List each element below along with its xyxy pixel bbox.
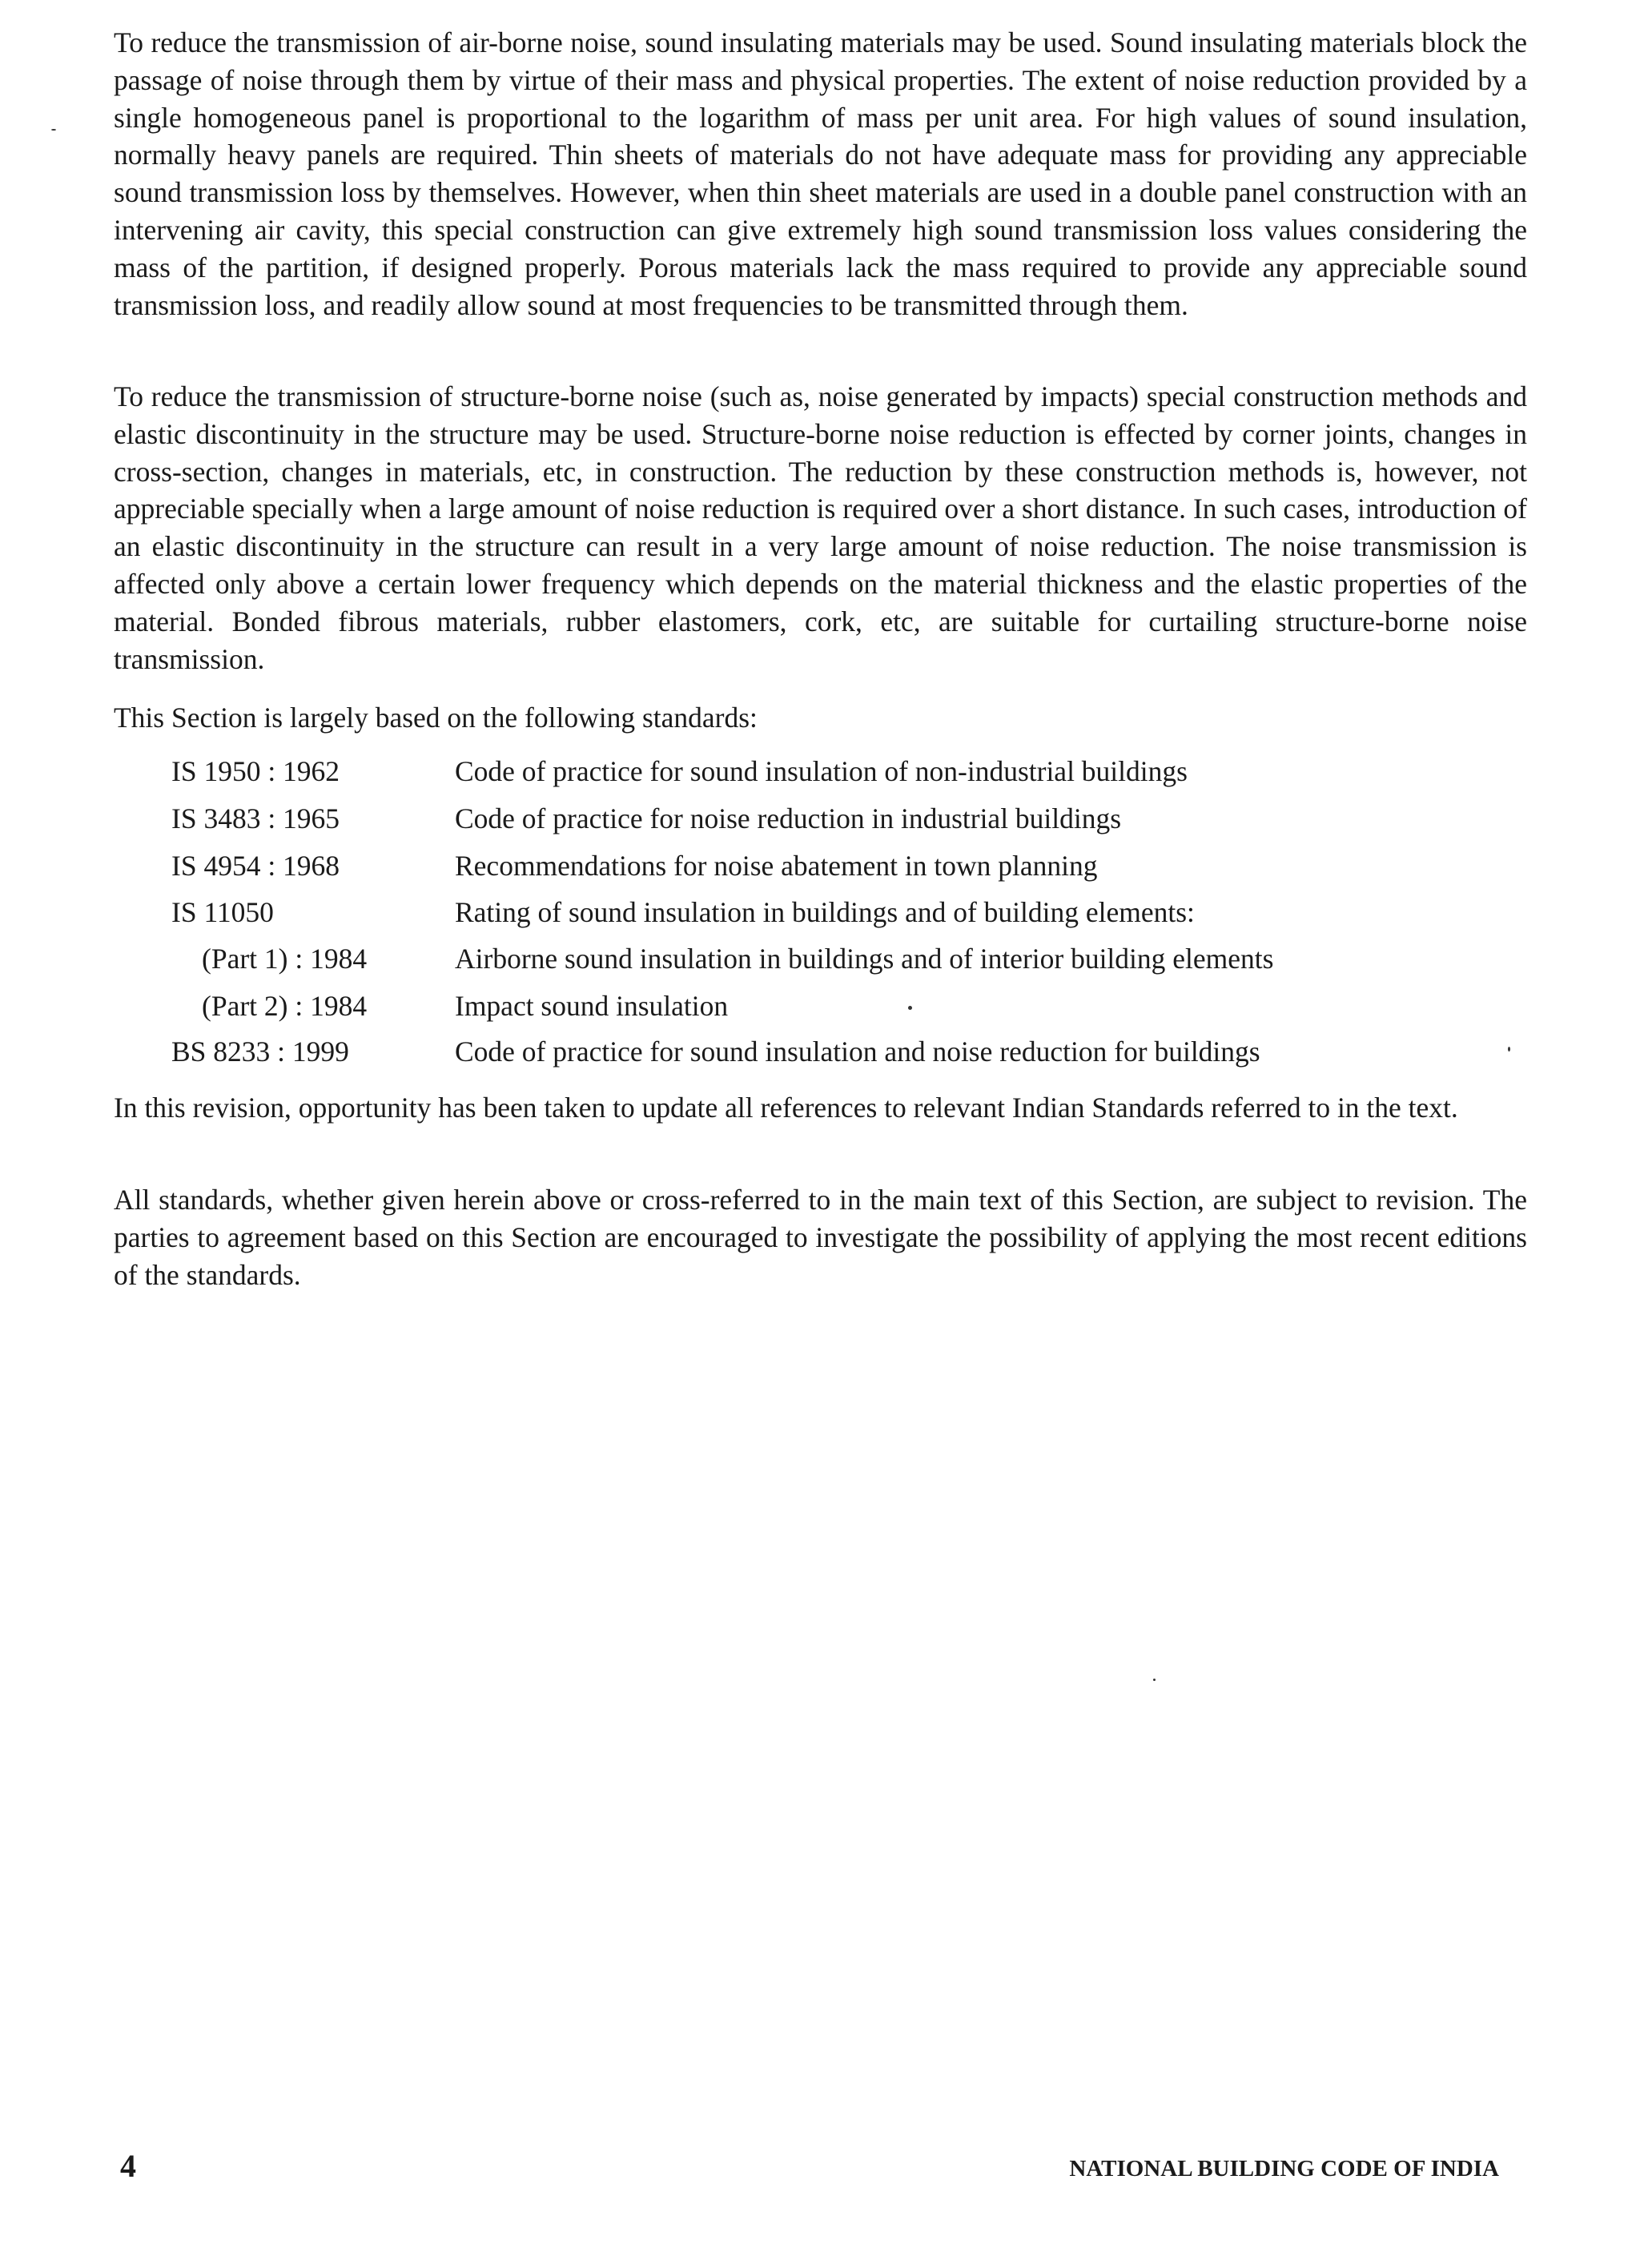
publication-title: NATIONAL BUILDING CODE OF INDIA: [1069, 2156, 1499, 2182]
paragraph-airborne-noise: To reduce the transmission of air-borne noise, sound insulating materials may be used. Sound insulating materials block the passage of noise through them by virtue of their mass and physical properties. The extent of noise reduction provided by a single homogeneous panel is proportional to the logarithm of mass per unit area. For high values of sound insulation, normally heavy panels are required. Thin sheets of materials do not have adequate mass for providing any appreciable sound transmission loss by themselves. However, when thin sheet materials are used in a double panel construction with an intervening air cavity, this special construction can give extremely high sound transmission loss values considering the mass of the partition, if designed properly. Porous materials lack the mass required to provide any appreciable sound transmission loss, and readily allow sound at most frequencies to be transmitted through them.: [114, 26, 1527, 321]
standard-title: Recommendations for noise abatement in town planning: [455, 850, 1098, 882]
paragraph-structure-borne-noise: To reduce the transmission of structure-borne noise (such as, noise generated by impacts) special construction methods and elastic discontinuity in the structure may be used. Structure-borne noise reduction is effected by corner joints, changes in cross-section, changes in materials, etc, in construction. The reduction by these construction methods is, however, not appreciable specially when a large amount of noise reduction is required over a short distance. In such cases, introduction of an elastic discontinuity in the structure can result in a very large amount of noise reduction. The noise transmission is affected only above a certain lower frequency which depends on the material thickness and the elastic properties of the material. Bonded fibrous materials, rubber elastomers, cork, etc, are suitable for curtailing structure-borne noise transmission.: [114, 380, 1527, 675]
standard-code: IS 1950 : 1962: [171, 755, 340, 787]
page-number: 4: [120, 2148, 136, 2184]
paragraph-revision-note: In this revision, opportunity has been taken to update all references to relevant Indian Standards referred to in the text.: [114, 1092, 1458, 1124]
paragraph-standards-intro: This Section is largely based on the following standards:: [114, 702, 758, 734]
scan-speck: [1153, 1679, 1156, 1681]
standard-code: (Part 2) : 1984: [202, 990, 368, 1022]
scan-speck: [908, 1006, 912, 1010]
standard-row: [0, 753, 1640, 790]
standard-code: BS 8233 : 1999: [171, 1035, 349, 1068]
standard-code: IS 11050: [171, 896, 274, 928]
paragraph-standards-subject-to-revision: All standards, whether given herein above or cross-referred to in the main text of this Section, are subject to revision. The parties to agreement based on this Section are encouraged to investigate the possibility of applying the most recent editions of the standards.: [114, 1184, 1527, 1291]
standard-code: IS 4954 : 1968: [171, 850, 340, 882]
scan-speck: [51, 129, 56, 131]
standard-code: IS 3483 : 1965: [171, 802, 340, 834]
standard-title: Airborne sound insulation in buildings and of interior building elements: [455, 943, 1274, 975]
standard-title: Code of practice for noise reduction in industrial buildings: [455, 802, 1122, 834]
standard-row: [0, 894, 1640, 931]
scan-speck: [1508, 1047, 1510, 1052]
standard-code: (Part 1) : 1984: [202, 943, 368, 975]
standard-row: [0, 1033, 1640, 1070]
standard-title: Code of practice for sound insulation of non-industrial buildings: [455, 755, 1188, 787]
standard-row: [0, 800, 1640, 837]
standard-row: [0, 987, 1640, 1024]
standard-title: Impact sound insulation: [455, 990, 729, 1022]
standard-row: [0, 847, 1640, 884]
standard-row: [0, 940, 1640, 977]
standard-title: Code of practice for sound insulation and noise reduction for buildings: [455, 1035, 1260, 1068]
standard-title: Rating of sound insulation in buildings and of building elements:: [455, 896, 1195, 928]
